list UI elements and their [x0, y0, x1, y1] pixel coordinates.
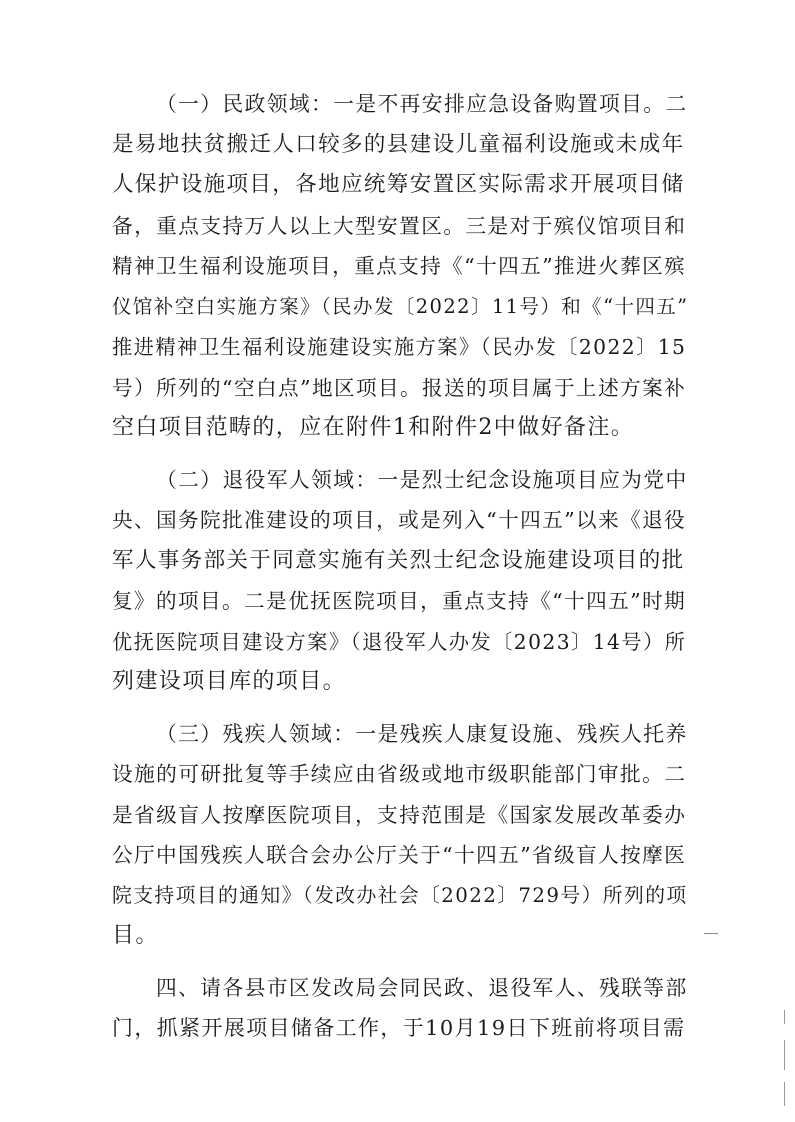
- text-line: 复》的项目。二是优抚医院项目，重点支持《“十四五”时期: [112, 589, 687, 613]
- text-line: 列建设项目库的项目。: [112, 669, 347, 694]
- text-line: 优抚医院项目建设方案》（退役军人办发〔2023〕14号）所: [112, 629, 687, 654]
- text-line: （三）残疾人领域：一是残疾人康复设施、残疾人托养: [156, 721, 688, 746]
- paragraph-disabled-persons: [112, 714, 688, 957]
- scan-edge-line: [784, 1010, 785, 1024]
- text-line: 设施的可研批复等手续应由省级或地市级职能部门审批。二: [112, 762, 687, 786]
- text-line: 空白项目范畴的，应在附件1和附件2中做好备注。: [112, 415, 635, 440]
- text-line: 备，重点支持万人以上大型安置区。三是对于殡仪馆项目和: [112, 213, 687, 238]
- text-line: 四、请各县市区发改局会同民政、退役军人、残联等部: [156, 975, 688, 1000]
- document-body: [112, 84, 689, 1049]
- text-line: 军人事务部关于同意实施有关烈士纪念设施建设项目的批: [112, 547, 685, 573]
- scan-edge-line: [784, 1082, 785, 1106]
- text-line: 人保护设施项目，各地应统筹安置区实际需求开展项目储: [112, 172, 685, 197]
- text-line: （一）民政领域：一是不再安排应急设备购置项目。二: [156, 92, 688, 116]
- text-line: 央、国务院批准建设的项目，或是列入“十四五”以来《退役: [112, 508, 687, 532]
- text-line: 门，抓紧开展项目储备工作，于10月19日下班前将项目需: [112, 1016, 686, 1040]
- scan-edge-line: [784, 1040, 785, 1070]
- paragraph-item-four: [112, 968, 688, 1049]
- paragraph-veterans-affairs: [112, 460, 688, 703]
- text-line: 推进精神卫生福利设施建设实施方案》（民办发〔2022〕15: [112, 335, 687, 359]
- text-line: 仪馆补空白实施方案》（民办发〔2022〕11号）和《“十四五”: [112, 294, 689, 318]
- text-line: 是易地扶贫搬迁人口较多的县建设儿童福利设施或未成年: [112, 131, 685, 157]
- text-line: 院支持项目的通知》（发改办社会〔2022〕729号）所列的项: [112, 883, 688, 907]
- paragraph-civil-affairs: [112, 84, 689, 449]
- text-line: 公厅中国残疾人联合会办公厅关于“十四五”省级盲人按摩医: [112, 843, 687, 867]
- scan-edge-mark: [704, 933, 718, 934]
- text-line: （二）退役军人领域：一是烈士纪念设施项目应为党中: [156, 467, 688, 492]
- text-line: 精神卫生福利设施项目，重点支持《“十四五”推进火葬区殡: [112, 254, 687, 278]
- text-line: 是省级盲人按摩医院项目，支持范围是《国家发展改革委办: [112, 802, 687, 827]
- text-line: 目。: [112, 923, 159, 948]
- text-line: 号）所列的“空白点”地区项目。报送的项目属于上述方案补: [112, 375, 687, 400]
